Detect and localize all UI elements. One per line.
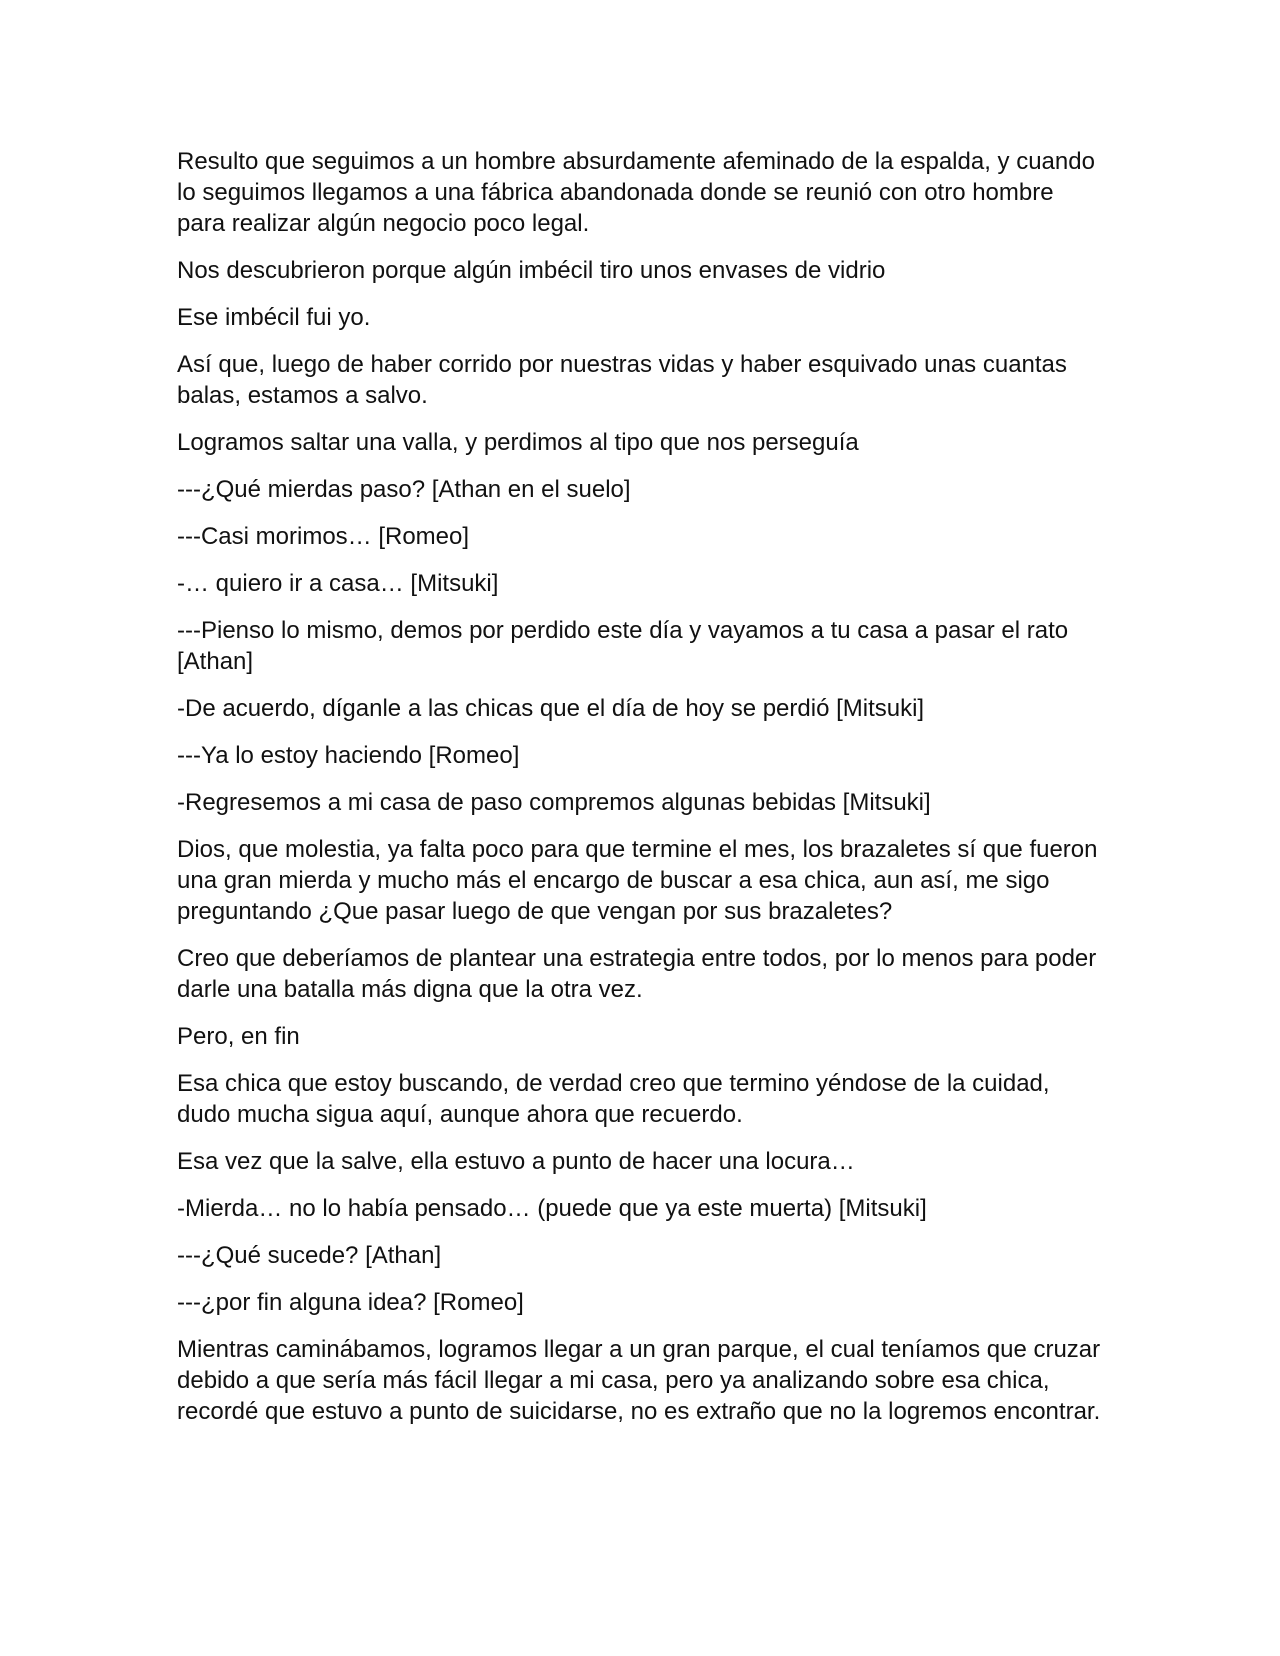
paragraph: Nos descubrieron porque algún imbécil tiro unos envases de vidrio — [177, 257, 886, 284]
dialogue-line: ---¿por fin alguna idea? [Romeo] — [177, 1289, 524, 1316]
paragraph: Esa chica que estoy buscando, de verdad creo que termino yéndose de la cuidad, dudo mucha sigua aquí, aunque ahora que recuerdo. — [177, 1070, 1050, 1128]
paragraph: Así que, luego de haber corrido por nuestras vidas y haber esquivado unas cuantas balas, estamos a salvo. — [177, 351, 1067, 409]
document-body — [177, 146, 1107, 1443]
paragraph: Ese imbécil fui yo. — [177, 304, 371, 331]
paragraph: Mientras caminábamos, logramos llegar a un gran parque, el cual teníamos que cruzar debido a que sería más fácil llegar a mi casa, pero ya analizando sobre esa chica, recordé que estuvo a punto de suicidarse, no es extraño que no la logremos encontrar. — [177, 1336, 1101, 1425]
dialogue-line: -… quiero ir a casa… [Mitsuki] — [177, 570, 499, 597]
dialogue-line: -De acuerdo, díganle a las chicas que el día de hoy se perdió [Mitsuki] — [177, 695, 925, 722]
dialogue-line: ---Ya lo estoy haciendo [Romeo] — [177, 742, 520, 769]
paragraph: Logramos saltar una valla, y perdimos al tipo que nos perseguía — [177, 429, 859, 456]
paragraph: Pero, en fin — [177, 1023, 300, 1050]
dialogue-line: ---¿Qué mierdas paso? [Athan en el suelo] — [177, 476, 631, 503]
paragraph: Esa vez que la salve, ella estuvo a punto de hacer una locura… — [177, 1148, 855, 1175]
dialogue-line: ---Casi morimos… [Romeo] — [177, 523, 470, 550]
paragraph: Dios, que molestia, ya falta poco para que termine el mes, los brazaletes sí que fueron una gran mierda y mucho más el encargo de buscar a esa chica, aun así, me sigo preguntando ¿Que pasar luego de que vengan por sus brazaletes? — [177, 836, 1098, 925]
dialogue-line: ---¿Qué sucede? [Athan] — [177, 1242, 442, 1269]
dialogue-line: ---Pienso lo mismo, demos por perdido este día y vayamos a tu casa a pasar el rato [Athan] — [177, 617, 1069, 675]
paragraph: Creo que deberíamos de plantear una estrategia entre todos, por lo menos para poder darle una batalla más digna que la otra vez. — [177, 945, 1097, 1003]
paragraph: Resulto que seguimos a un hombre absurdamente afeminado de la espalda, y cuando lo seguimos llegamos a una fábrica abandonada donde se reunió con otro hombre para realizar algún negocio poco legal. — [177, 148, 1095, 237]
dialogue-line: -Regresemos a mi casa de paso compremos algunas bebidas [Mitsuki] — [177, 789, 931, 816]
dialogue-line: -Mierda… no lo había pensado… (puede que ya este muerta) [Mitsuki] — [177, 1195, 927, 1222]
